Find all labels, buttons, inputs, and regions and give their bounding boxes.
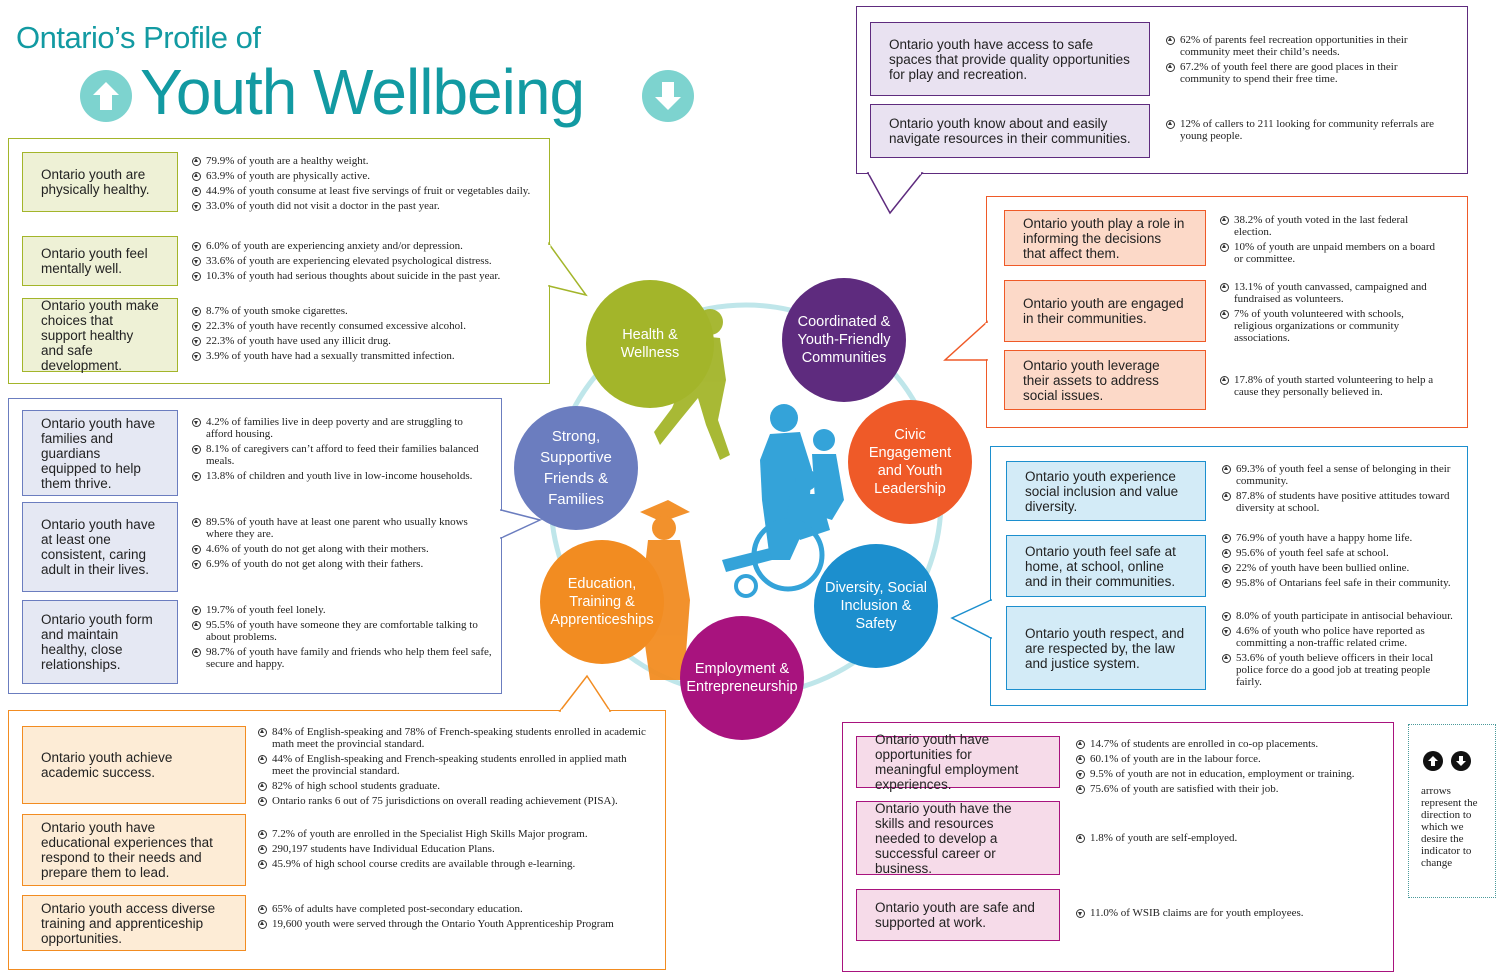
diversity-indicator-3 xyxy=(1006,606,1206,690)
civic-indicator-label: Ontario youth leverage their assets to address social issues. xyxy=(1023,357,1160,403)
bubble-diversity-label: Diversity, Social Inclusion & Safety xyxy=(824,580,928,632)
civic-indicator-label: Ontario youth play a role in informing the decisions that affect them. xyxy=(1023,215,1185,261)
diversity-stats-list xyxy=(1222,532,1458,592)
family-indicator-label: Ontario youth have families and guardians equipped to help them thrive. xyxy=(41,415,156,491)
employment-indicator-3 xyxy=(856,889,1060,941)
bubble-coordinated-label: Coordinated & Youth-Friendly Communities xyxy=(797,314,891,366)
family-stats-list xyxy=(192,416,492,485)
stat-item-down: 6.0% of youth are experiencing anxiety and/or depression. xyxy=(192,240,532,252)
bubble-strong-label: Strong, Supportive Friends & Families xyxy=(540,428,612,508)
employment-indicator-1 xyxy=(856,732,1060,792)
stat-item-up: 79.9% of youth are a healthy weight. xyxy=(192,155,532,167)
stat-item-up: 12% of callers to 211 looking for community referrals are young people. xyxy=(1166,118,1446,142)
health-stats-list xyxy=(192,305,532,365)
stat-item-down: 33.6% of youth are experiencing elevated psychological distress. xyxy=(192,255,532,267)
stat-item-up: 67.2% of youth feel there are good places in their community to spend their free time. xyxy=(1166,61,1446,85)
legend-up-arrow-icon xyxy=(1423,751,1443,771)
employment-stats-list xyxy=(1076,907,1386,922)
education-indicator-3 xyxy=(22,895,246,951)
bubble-health-label: Health & Wellness xyxy=(620,327,680,361)
stat-item-down: 8.1% of caregivers can’t afford to feed their families balanced meals. xyxy=(192,443,492,467)
stat-item-down: 8.7% of youth smoke cigarettes. xyxy=(192,305,532,317)
stat-item-up: 62% of parents feel recreation opportunities in their community meet their child’s needs. xyxy=(1166,34,1446,58)
stat-item-down: 4.2% of families live in deep poverty and are struggling to afford housing. xyxy=(192,416,492,440)
bubble-employment-label: Employment & Entrepreneurship xyxy=(686,661,798,695)
family-indicator-1 xyxy=(22,410,178,496)
stat-item-down: 8.0% of youth participate in antisocial behaviour. xyxy=(1222,610,1458,622)
bubble-strong-families[interactable] xyxy=(514,406,638,530)
employment-indicator-2 xyxy=(856,801,1060,875)
legend-text: arrows represent the direction to which we desire the indicator to change xyxy=(1421,785,1478,869)
health-indicator-label: Ontario youth are physically healthy. xyxy=(41,167,150,197)
diversity-indicator-label: Ontario youth respect, and are respected by, the law and justice system. xyxy=(1025,625,1185,671)
stat-item-up: 53.6% of youth believe officers in their local police force do a good job at treating people fairly. xyxy=(1222,652,1458,688)
employment-stats-list xyxy=(1076,738,1386,798)
civic-indicator-1 xyxy=(1004,210,1206,266)
stat-item-up: 44% of English-speaking and French-speaking students enrolled in applied math meet the provincial standard. xyxy=(258,753,648,777)
health-indicator-2 xyxy=(22,236,178,286)
employment-indicator-label: Ontario youth have opportunities for meaningful employment experiences. xyxy=(875,732,1019,792)
family-indicator-label: Ontario youth have at least one consistent, caring adult in their lives. xyxy=(41,517,156,577)
stat-item-up: 82% of high school students graduate. xyxy=(258,780,648,792)
community-indicator-label: Ontario youth have access to safe spaces that provide quality opportunities for play and recreation. xyxy=(889,36,1130,82)
stat-item-up: 95.8% of Ontarians feel safe in their community. xyxy=(1222,577,1458,589)
employment-indicator-label: Ontario youth are safe and supported at work. xyxy=(875,900,1035,930)
education-indicator-label: Ontario youth achieve academic success. xyxy=(41,750,173,780)
stat-item-up: 290,197 students have Individual Education Plans. xyxy=(258,843,648,855)
family-indicator-2 xyxy=(22,502,178,592)
education-indicator-label: Ontario youth access diverse training and apprenticeship opportunities. xyxy=(41,900,216,946)
stat-item-up: 63.9% of youth are physically active. xyxy=(192,170,532,182)
family-indicator-3 xyxy=(22,600,178,684)
stat-item-up: 10% of youth are unpaid members on a board or committee. xyxy=(1220,241,1440,265)
stat-item-up: 14.7% of students are enrolled in co-op placements. xyxy=(1076,738,1386,750)
education-indicator-1 xyxy=(22,726,246,804)
stat-item-up: 95.5% of youth have someone they are comfortable talking to about problems. xyxy=(192,619,492,643)
stat-item-up: 98.7% of youth have family and friends who help them feel safe, secure and happy. xyxy=(192,646,492,670)
civic-stats-list xyxy=(1220,374,1440,401)
community-indicator-1 xyxy=(870,22,1150,96)
education-indicator-2 xyxy=(22,814,246,886)
title-line1: Ontario’s Profile of xyxy=(16,20,261,55)
diversity-indicator-label: Ontario youth feel safe at home, at school, online and in their communities. xyxy=(1025,543,1176,589)
stat-item-down: 3.9% of youth have had a sexually transmitted infection. xyxy=(192,350,532,362)
diversity-stats-list xyxy=(1222,610,1458,691)
stat-item-up: Ontario ranks 6 out of 75 jurisdictions on overall reading achievement (PISA). xyxy=(258,795,648,807)
health-stats-list xyxy=(192,240,532,285)
bubble-employment[interactable] xyxy=(680,616,804,740)
stat-item-up: 45.9% of high school course credits are available through e-learning. xyxy=(258,858,648,870)
family-stats-list xyxy=(192,604,492,673)
bubble-coordinated-communities[interactable] xyxy=(782,278,906,402)
stat-item-up: 7.2% of youth are enrolled in the Specialist High Skills Major program. xyxy=(258,828,648,840)
stat-item-up: 76.9% of youth have a happy home life. xyxy=(1222,532,1458,544)
bubble-education-label: Education, Training & Apprenticeships xyxy=(550,576,654,628)
stat-item-down: 22.3% of youth have used any illicit drug. xyxy=(192,335,532,347)
diversity-stats-list xyxy=(1222,463,1458,517)
stat-item-down: 22% of youth have been bullied online. xyxy=(1222,562,1458,574)
bubble-education[interactable] xyxy=(540,540,664,664)
stat-item-up: 13.1% of youth canvassed, campaigned and fundraised as volunteers. xyxy=(1220,281,1440,305)
health-indicator-1 xyxy=(22,152,178,212)
health-indicator-3 xyxy=(22,298,178,372)
stat-item-up: 38.2% of youth voted in the last federal election. xyxy=(1220,214,1440,238)
employment-stats-list xyxy=(1076,832,1386,847)
stat-item-up: 17.8% of youth started volunteering to help a cause they personally believed in. xyxy=(1220,374,1440,398)
stat-item-down: 4.6% of youth who police have reported as committing a non-traffic related crime. xyxy=(1222,625,1458,649)
stat-item-down: 22.3% of youth have recently consumed excessive alcohol. xyxy=(192,320,532,332)
stat-item-down: 9.5% of youth are not in education, employment or training. xyxy=(1076,768,1386,780)
health-indicator-label: Ontario youth make choices that support healthy and safe development. xyxy=(41,297,159,373)
stat-item-up: 89.5% of youth have at least one parent who usually knows where they are. xyxy=(192,516,492,540)
bubble-civic-engagement[interactable] xyxy=(848,400,972,524)
stat-item-up: 1.8% of youth are self-employed. xyxy=(1076,832,1386,844)
legend-down-arrow-icon xyxy=(1451,751,1471,771)
stat-item-down: 10.3% of youth had serious thoughts about suicide in the past year. xyxy=(192,270,532,282)
community-indicator-label: Ontario youth know about and easily navigate resources in their communities. xyxy=(889,116,1131,146)
civic-indicator-label: Ontario youth are engaged in their communities. xyxy=(1023,296,1184,326)
stat-item-up: 69.3% of youth feel a sense of belonging in their community. xyxy=(1222,463,1458,487)
stat-item-down: 19.7% of youth feel lonely. xyxy=(192,604,492,616)
stat-item-up: 19,600 youth were served through the Ontario Youth Apprenticeship Program xyxy=(258,918,648,930)
stat-item-up: 7% of youth volunteered with schools, religious organizations or community associations. xyxy=(1220,308,1440,344)
education-stats-list xyxy=(258,726,648,810)
stat-item-up: 75.6% of youth are satisfied with their job. xyxy=(1076,783,1386,795)
community-indicator-2 xyxy=(870,104,1150,158)
stat-item-up: 44.9% of youth consume at least five servings of fruit or vegetables daily. xyxy=(192,185,532,197)
diversity-indicator-label: Ontario youth experience social inclusion and value diversity. xyxy=(1025,468,1179,514)
education-stats-list xyxy=(258,828,648,873)
stat-item-up: 95.6% of youth feel safe at school. xyxy=(1222,547,1458,559)
education-indicator-label: Ontario youth have educational experiences that respond to their needs and prepare them to lead. xyxy=(41,820,213,880)
bubble-diversity-inclusion[interactable] xyxy=(814,544,938,668)
health-indicator-label: Ontario youth feel mentally well. xyxy=(41,246,148,276)
stat-item-down: 13.8% of children and youth live in low-income households. xyxy=(192,470,492,482)
civic-stats-list xyxy=(1220,281,1440,347)
stat-item-down: 11.0% of WSIB claims are for youth employees. xyxy=(1076,907,1386,919)
civic-stats-list xyxy=(1220,214,1440,268)
community-stats-list xyxy=(1166,118,1446,145)
legend-box xyxy=(1408,724,1496,898)
stat-item-up: 84% of English-speaking and 78% of French-speaking students enrolled in academic math meet the provincial standard. xyxy=(258,726,648,750)
bubble-health-wellness[interactable] xyxy=(586,280,714,408)
diversity-indicator-1 xyxy=(1006,461,1206,521)
stat-item-down: 33.0% of youth did not visit a doctor in the past year. xyxy=(192,200,532,212)
stat-item-down: 6.9% of youth do not get along with their fathers. xyxy=(192,558,492,570)
diversity-indicator-2 xyxy=(1006,535,1206,597)
family-stats-list xyxy=(192,516,492,573)
community-stats-list xyxy=(1166,34,1446,88)
civic-indicator-2 xyxy=(1004,280,1206,342)
education-stats-list xyxy=(258,903,648,933)
title-line2: Youth Wellbeing xyxy=(140,56,585,128)
employment-indicator-label: Ontario youth have the skills and resources needed to develop a successful career or business. xyxy=(875,800,1012,876)
stat-item-up: 65% of adults have completed post-secondary education. xyxy=(258,903,648,915)
health-stats-list xyxy=(192,155,532,215)
stat-item-down: 4.6% of youth do not get along with their mothers. xyxy=(192,543,492,555)
bubble-civic-label: Civic Engagement and Youth Leadership xyxy=(868,427,952,497)
civic-indicator-3 xyxy=(1004,350,1206,410)
stat-item-up: 87.8% of students have positive attitudes toward diversity at school. xyxy=(1222,490,1458,514)
family-indicator-label: Ontario youth form and maintain healthy, close relationships. xyxy=(41,612,153,672)
stat-item-up: 60.1% of youth are in the labour force. xyxy=(1076,753,1386,765)
